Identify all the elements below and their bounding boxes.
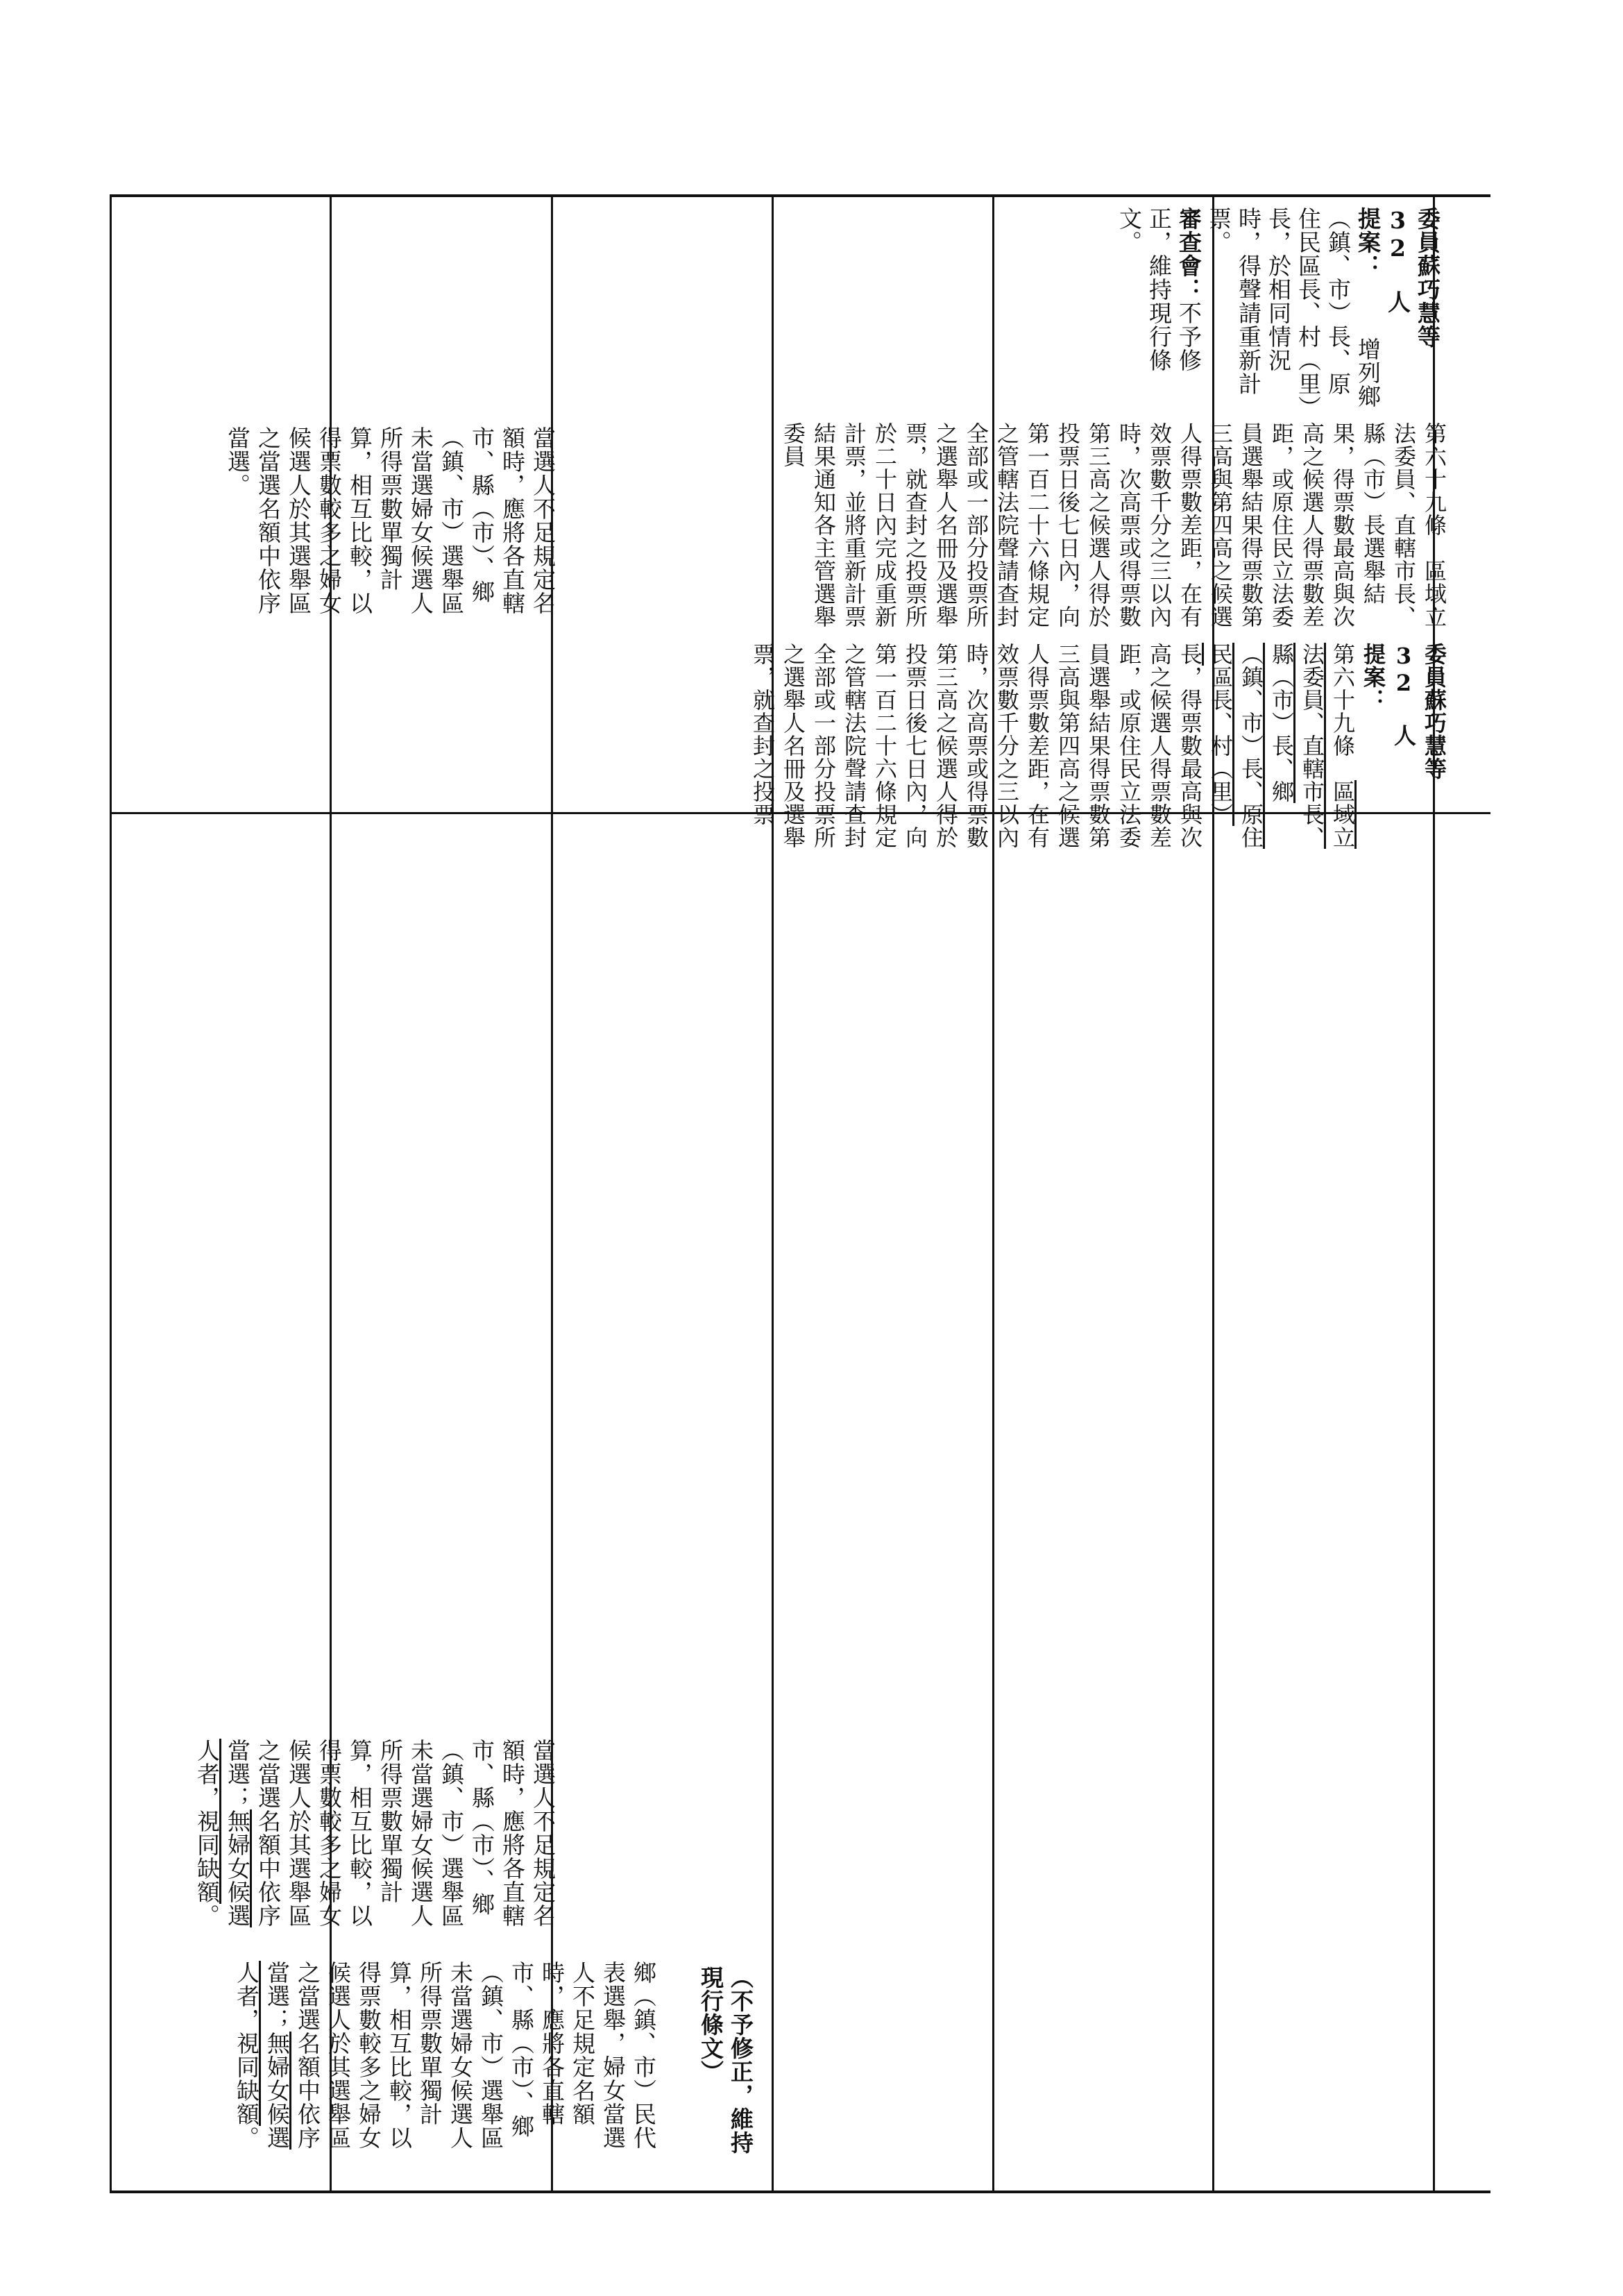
added-text: 無婦女候選人者，視同缺額 [233, 1961, 291, 2150]
proposal-label: 提案： [1354, 207, 1382, 278]
amendment-text-cell: 當選人不足規定名額時，應將各直轄市、縣（市）、鄉（鎮、市）選舉區未當選婦女候選人所得票數單獨計算，相互比較，以得票數較多之婦女候選人於其選舉區之當選名額中依序當選。 [224, 426, 556, 615]
amendment-text-cell: 當選人不足規定名額時，應將各直轄市、縣（市）、鄉（鎮、市）選舉區未當選婦女候選人所得票數單獨計算，相互比較，以得票數較多之婦女候選人於其選舉區之當選名額中依序當選；無婦女候選人者，視同缺額。 [194, 1739, 556, 1927]
current-text-cell: 鄉（鎮、市）民代表選舉，婦女當選人不足規定名額時，應將各直轄市、縣（市）、鄉（鎮、市）選舉區未當選婦女候選人所得票數單獨計算，相互比較，以得票數較多之婦女候選人於其選舉區之當選名額中依序當選；無婦女候選人者，視同缺額。 [233, 1961, 657, 2150]
review-label: 審查會： [1175, 207, 1203, 301]
proposer: 委員蘇巧慧等 32 人 [1384, 207, 1441, 348]
added-text: 無婦女候選人者，視同缺額 [194, 1739, 251, 1927]
review-text: 不予修正，維持現行條文。 [1116, 207, 1203, 372]
review-note-cell [735, 207, 1443, 415]
proposal-label: 提案： [1360, 643, 1386, 711]
table-bottom-border [110, 2191, 1490, 2193]
table-top-border [110, 194, 1490, 197]
article-number: 第六十九條 [1329, 643, 1356, 780]
amended-text: 區域立法委員、直轄市長、縣（市）長、鄉（鎮、市）長、原住民區長、村（里）長 [1177, 643, 1356, 849]
proposer: 委員蘇巧慧等 32 人 [1391, 643, 1447, 780]
table-row-border [110, 196, 112, 2192]
not-amended-note: （不予修正，維持現行條文） [697, 1966, 754, 2154]
current-article-cell: 第六十九條 區域立法委員、直轄市長、縣（市）長選舉結果，得票數最高與次高之候選人得票數差距，或原住民立法委員選舉結果得票數第三高與第四高之候選人得票數差距，在有效票數千分之三以內時，次高票或得票數第三高之候選人得於投票日後七日內，向第一百二十六條規定之管轄法院聲請查封全部或一部分投票所之選舉人名冊及選舉票，就查封之投票所於二十日內完成重新計票，並將重新計票結果通知各主管選舉委員 [780, 422, 1447, 628]
table-row-border [772, 196, 774, 2192]
proposed-article-cell [749, 643, 1450, 851]
article-body: ，得票數最高與次高之候選人得票數差距，或原住民立法委員選舉結果得票數第三高與第四高之候選人得票數差距，在有效票數千分之三以內時，次高票或得票數第三高之候選人得於投票日後七日內，向第一百二十六條規定之管轄法院聲請查封全部或一部分投票所之選舉人名冊及選舉票，就查封之投票 [749, 643, 1203, 849]
proposal-text: 增列鄉（鎮、市）長、原住民區長、村（里）長，於相同情況時，得聲請重新計票。 [1205, 207, 1382, 408]
